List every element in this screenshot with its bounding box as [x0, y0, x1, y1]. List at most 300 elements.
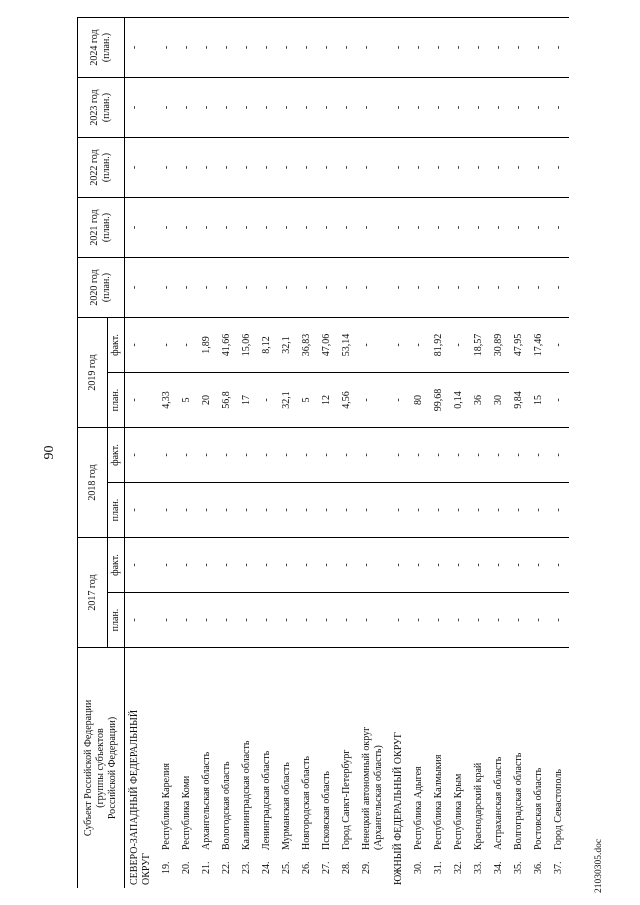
cell-2024-plan: - — [157, 17, 177, 78]
subject-name-line: Ненецкий автономный округ — [361, 726, 372, 850]
row-number: 25. — [281, 861, 292, 874]
table-row — [529, 17, 549, 888]
cell-2022-plan: - — [177, 138, 197, 198]
cell-2018-fact: - — [317, 428, 337, 483]
district-name — [393, 732, 409, 885]
cell-2017-plan: - — [389, 593, 409, 648]
cell-2017-fact: - — [217, 538, 237, 593]
row-number: 26. — [301, 861, 312, 874]
plan-subheader-2018: план. — [110, 498, 121, 522]
subject-name — [433, 754, 449, 850]
cell-2017-plan: - — [197, 593, 217, 648]
cell-2023-plan: - — [337, 78, 357, 138]
table-row — [409, 17, 429, 888]
cell-2019-fact: - — [389, 318, 409, 373]
data-table — [77, 17, 569, 888]
cell-2019-fact: 1,89 — [197, 318, 217, 373]
year-note: (план.) — [101, 212, 112, 243]
year-label: 2020 год — [89, 269, 100, 306]
cell-2019-plan: 80 — [409, 373, 429, 428]
row-number: 33. — [473, 861, 484, 874]
cell-2017-fact: - — [177, 538, 197, 593]
cell-2022-plan: - — [217, 138, 237, 198]
table-row — [277, 17, 297, 888]
cell-2023-plan: - — [277, 78, 297, 138]
cell-2021-plan: - — [257, 198, 277, 258]
row-number: 30. — [413, 861, 424, 874]
cell-2022-plan: - — [409, 138, 429, 198]
cell-2024-plan: - — [429, 17, 449, 78]
cell-2017-plan: - — [277, 593, 297, 648]
cell-2019-fact: - — [177, 318, 197, 373]
table-row — [297, 17, 317, 888]
cell-2017-fact: - — [257, 538, 277, 593]
cell-2018-fact: - — [297, 428, 317, 483]
cell-2024-plan: - — [469, 17, 489, 78]
cell-2017-plan: - — [337, 593, 357, 648]
cell-2018-plan: - — [277, 483, 297, 538]
cell-2018-plan: - — [429, 483, 449, 538]
cell-2024-plan: - — [277, 17, 297, 78]
subject-name-line: Город Санкт-Петербург — [341, 749, 352, 850]
table-body — [125, 17, 569, 888]
cell-2017-fact: - — [549, 538, 569, 593]
cell-2018-fact: - — [217, 428, 237, 483]
table-header — [77, 17, 125, 888]
subject-name-line: Краснодарский край — [473, 762, 484, 850]
cell-2017-fact: - — [409, 538, 429, 593]
cell-2017-fact: - — [529, 538, 549, 593]
cell-2021-plan: - — [125, 198, 157, 258]
cell-2018-plan: - — [125, 483, 157, 538]
cell-2018-plan: - — [197, 483, 217, 538]
cell-2023-plan: - — [177, 78, 197, 138]
cell-2018-plan: - — [177, 483, 197, 538]
cell-2021-plan: - — [177, 198, 197, 258]
cell-2018-fact: - — [257, 428, 277, 483]
subject-name — [221, 761, 237, 850]
district-cell — [389, 648, 409, 888]
year-group-2017 — [78, 538, 124, 648]
cell-2019-plan: - — [357, 373, 389, 428]
cell-2020-plan: - — [357, 258, 389, 318]
cell-2018-fact: - — [277, 428, 297, 483]
cell-2024-plan: - — [217, 17, 237, 78]
year-note: (план.) — [101, 92, 112, 123]
cell-2022-plan: - — [157, 138, 177, 198]
cell-2017-fact: - — [237, 538, 257, 593]
cell-2023-plan: - — [217, 78, 237, 138]
cell-2020-plan: - — [529, 258, 549, 318]
district-row — [389, 17, 409, 888]
cell-2023-plan: - — [197, 78, 217, 138]
district-name-line: ЮЖНЫЙ ФЕДЕРАЛЬНЫЙ ОКРУГ — [393, 732, 404, 885]
cell-2017-fact: - — [297, 538, 317, 593]
subject-cell — [337, 648, 357, 888]
cell-2017-plan: - — [217, 593, 237, 648]
year-label: 2023 год — [89, 89, 100, 126]
cell-2020-plan: - — [317, 258, 337, 318]
cell-2023-plan: - — [509, 78, 529, 138]
cell-2019-fact: 17,46 — [529, 318, 549, 373]
cell-2017-plan: - — [357, 593, 389, 648]
fact-subheader-2017: факт. — [108, 538, 124, 593]
cell-2019-plan: 15 — [529, 373, 549, 428]
subheader-row-2019 — [108, 318, 124, 427]
cell-2017-plan: - — [177, 593, 197, 648]
cell-2017-fact: - — [489, 538, 509, 593]
cell-2022-plan: - — [197, 138, 217, 198]
cell-2017-plan: - — [429, 593, 449, 648]
cell-2021-plan: - — [357, 198, 389, 258]
table-row — [357, 17, 389, 888]
cell-2021-plan: - — [389, 198, 409, 258]
row-number: 37. — [553, 861, 564, 874]
cell-2023-plan: - — [469, 78, 489, 138]
cell-2017-plan: - — [469, 593, 489, 648]
subject-cell — [177, 648, 197, 888]
subject-name-line: Республика Адыгея — [413, 766, 424, 850]
cell-2017-plan: - — [125, 593, 157, 648]
year-header-2018: 2018 год — [78, 428, 108, 537]
year-label: 2024 год — [89, 29, 100, 66]
cell-2019-fact: 53,14 — [337, 318, 357, 373]
cell-2020-plan: - — [489, 258, 509, 318]
cell-2019-fact: 41,66 — [217, 318, 237, 373]
subject-column-header — [78, 648, 124, 888]
subject-cell — [429, 648, 449, 888]
cell-2021-plan: - — [237, 198, 257, 258]
cell-2023-plan: - — [409, 78, 429, 138]
cell-2019-plan: 32,1 — [277, 373, 297, 428]
cell-2022-plan: - — [549, 138, 569, 198]
cell-2021-plan: - — [529, 198, 549, 258]
row-number: 22. — [221, 861, 232, 874]
subheader-row-2017 — [108, 538, 124, 647]
subject-name — [453, 774, 469, 850]
cell-2019-fact: 47,95 — [509, 318, 529, 373]
plan-subheader-2019: план. — [110, 388, 121, 412]
subject-cell — [237, 648, 257, 888]
cell-2017-fact: - — [429, 538, 449, 593]
subject-name — [413, 766, 429, 850]
year-note: (план.) — [101, 32, 112, 63]
subject-name-line: Республика Калмыкия — [433, 754, 444, 850]
cell-2023-plan: - — [237, 78, 257, 138]
year-note: (план.) — [101, 152, 112, 183]
cell-2019-plan: 0,14 — [449, 373, 469, 428]
cell-2018-fact: - — [469, 428, 489, 483]
cell-2018-fact: - — [237, 428, 257, 483]
cell-2019-fact: - — [157, 318, 177, 373]
cell-2022-plan: - — [469, 138, 489, 198]
cell-2019-fact: - — [549, 318, 569, 373]
subject-name-line: Республика Крым — [453, 773, 464, 850]
year-header-2020 — [78, 258, 124, 318]
cell-2018-fact: - — [197, 428, 217, 483]
cell-2019-plan: 5 — [177, 373, 197, 428]
cell-2018-plan: - — [469, 483, 489, 538]
cell-2024-plan: - — [389, 17, 409, 78]
cell-2023-plan: - — [549, 78, 569, 138]
cell-2022-plan: - — [429, 138, 449, 198]
cell-2018-plan: - — [317, 483, 337, 538]
table-row — [237, 17, 257, 888]
cell-2024-plan: - — [449, 17, 469, 78]
cell-2017-plan: - — [157, 593, 177, 648]
cell-2024-plan: - — [197, 17, 217, 78]
subject-cell — [197, 648, 217, 888]
year-header-2019: 2019 год — [78, 318, 108, 427]
row-number: 34. — [493, 861, 504, 874]
subject-cell — [277, 648, 297, 888]
cell-2023-plan: - — [317, 78, 337, 138]
cell-2019-plan: 20 — [197, 373, 217, 428]
year-note: (план.) — [101, 272, 112, 303]
cell-2022-plan: - — [489, 138, 509, 198]
cell-2021-plan: - — [157, 198, 177, 258]
subject-name — [161, 763, 177, 850]
cell-2018-fact: - — [429, 428, 449, 483]
cell-2018-fact: - — [529, 428, 549, 483]
cell-2021-plan: - — [317, 198, 337, 258]
row-number: 29. — [361, 861, 372, 874]
cell-2020-plan: - — [449, 258, 469, 318]
subject-cell — [317, 648, 337, 888]
cell-2017-fact: - — [157, 538, 177, 593]
cell-2018-plan: - — [157, 483, 177, 538]
year-label: 2022 год — [89, 149, 100, 186]
cell-2019-plan: - — [257, 373, 277, 428]
cell-2024-plan: - — [177, 17, 197, 78]
cell-2022-plan: - — [509, 138, 529, 198]
cell-2017-plan: - — [449, 593, 469, 648]
cell-2019-plan: 30 — [489, 373, 509, 428]
cell-2017-fact: - — [357, 538, 389, 593]
cell-2021-plan: - — [409, 198, 429, 258]
year-header-2017: 2017 год — [78, 538, 108, 647]
page-number: 90 — [42, 445, 57, 460]
cell-2023-plan: - — [489, 78, 509, 138]
cell-2018-fact: - — [509, 428, 529, 483]
cell-2018-plan: - — [529, 483, 549, 538]
row-number: 24. — [261, 861, 272, 874]
cell-2018-fact: - — [409, 428, 429, 483]
cell-2022-plan: - — [277, 138, 297, 198]
cell-2019-fact: - — [125, 318, 157, 373]
subject-name — [493, 757, 509, 850]
row-number: 32. — [453, 861, 464, 874]
subject-name — [181, 776, 197, 850]
cell-2018-plan: - — [217, 483, 237, 538]
cell-2018-plan: - — [389, 483, 409, 538]
cell-2021-plan: - — [449, 198, 469, 258]
cell-2019-plan: 12 — [317, 373, 337, 428]
table-row — [469, 17, 489, 888]
district-name — [129, 710, 157, 885]
subject-name — [321, 771, 337, 850]
subject-name-line: Вологодская область — [221, 761, 232, 850]
cell-2019-fact: 30,89 — [489, 318, 509, 373]
year-header-2021 — [78, 198, 124, 258]
cell-2019-fact: - — [357, 318, 389, 373]
cell-2021-plan: - — [197, 198, 217, 258]
cell-2019-fact: 8,12 — [257, 318, 277, 373]
cell-2018-fact: - — [449, 428, 469, 483]
subject-name-line: Архангельская область — [201, 751, 212, 850]
cell-2022-plan: - — [257, 138, 277, 198]
cell-2017-plan: - — [257, 593, 277, 648]
cell-2019-fact: 15,06 — [237, 318, 257, 373]
cell-2019-plan: 56,8 — [217, 373, 237, 428]
cell-2021-plan: - — [549, 198, 569, 258]
cell-2022-plan: - — [317, 138, 337, 198]
cell-2018-plan: - — [449, 483, 469, 538]
subject-header-line: Российской Федерации) — [107, 716, 118, 820]
cell-2018-plan: - — [489, 483, 509, 538]
cell-2017-fact: - — [277, 538, 297, 593]
cell-2022-plan: - — [337, 138, 357, 198]
cell-2018-fact: - — [489, 428, 509, 483]
cell-2020-plan: - — [549, 258, 569, 318]
cell-2020-plan: - — [429, 258, 449, 318]
subject-cell — [549, 648, 569, 888]
cell-2023-plan: - — [389, 78, 409, 138]
cell-2021-plan: - — [429, 198, 449, 258]
cell-2024-plan: - — [297, 17, 317, 78]
cell-2023-plan: - — [257, 78, 277, 138]
table-row — [197, 17, 217, 888]
cell-2020-plan: - — [257, 258, 277, 318]
cell-2020-plan: - — [125, 258, 157, 318]
cell-2021-plan: - — [469, 198, 489, 258]
cell-2017-fact: - — [197, 538, 217, 593]
row-number: 27. — [321, 861, 332, 874]
table-row — [509, 17, 529, 888]
cell-2018-fact: - — [177, 428, 197, 483]
cell-2020-plan: - — [237, 258, 257, 318]
table-row — [257, 17, 277, 888]
cell-2023-plan: - — [449, 78, 469, 138]
cell-2023-plan: - — [297, 78, 317, 138]
cell-2017-plan: - — [237, 593, 257, 648]
row-number: 20. — [181, 861, 192, 874]
cell-2017-plan: - — [409, 593, 429, 648]
cell-2021-plan: - — [509, 198, 529, 258]
cell-2023-plan: - — [125, 78, 157, 138]
cell-2024-plan: - — [409, 17, 429, 78]
subject-cell — [469, 648, 489, 888]
year-header-2022 — [78, 138, 124, 198]
year-header-2023 — [78, 78, 124, 138]
subject-name-line: Ленинградская область — [261, 750, 272, 850]
subject-name — [473, 763, 489, 850]
cell-2019-fact: 18,57 — [469, 318, 489, 373]
cell-2021-plan: - — [217, 198, 237, 258]
cell-2023-plan: - — [357, 78, 389, 138]
cell-2021-plan: - — [489, 198, 509, 258]
cell-2024-plan: - — [509, 17, 529, 78]
cell-2024-plan: - — [237, 17, 257, 78]
subject-name — [553, 769, 569, 850]
plan-subheader-2017: план. — [110, 608, 121, 632]
cell-2017-plan: - — [549, 593, 569, 648]
cell-2017-plan: - — [297, 593, 317, 648]
cell-2018-plan: - — [257, 483, 277, 538]
subject-name — [201, 752, 217, 850]
subject-name — [341, 750, 357, 850]
subject-name-line: Ростовская область — [533, 767, 544, 850]
cell-2019-fact: - — [409, 318, 429, 373]
cell-2021-plan: - — [337, 198, 357, 258]
table-row — [217, 17, 237, 888]
subject-name-line: Мурманская область — [281, 762, 292, 850]
subject-header-line: Субъект Российской Федерации — [83, 699, 94, 837]
cell-2020-plan: - — [177, 258, 197, 318]
table-row — [177, 17, 197, 888]
subject-name-line: Республика Коми — [181, 775, 192, 850]
subject-cell — [297, 648, 317, 888]
year-label: 2021 год — [89, 209, 100, 246]
cell-2017-fact: - — [469, 538, 489, 593]
subject-name-line: Республика Карелия — [161, 763, 172, 850]
year-group-2018 — [78, 428, 124, 538]
table-row — [429, 17, 449, 888]
cell-2018-fact: - — [549, 428, 569, 483]
cell-2024-plan: - — [125, 17, 157, 78]
cell-2021-plan: - — [277, 198, 297, 258]
year-group-2019 — [78, 318, 124, 428]
subject-name — [241, 741, 257, 850]
cell-2024-plan: - — [357, 17, 389, 78]
cell-2018-plan: - — [409, 483, 429, 538]
cell-2018-plan: - — [297, 483, 317, 538]
subject-cell — [357, 648, 389, 888]
subject-cell — [509, 648, 529, 888]
subject-cell — [217, 648, 237, 888]
cell-2017-fact: - — [509, 538, 529, 593]
table-row — [317, 17, 337, 888]
cell-2022-plan: - — [357, 138, 389, 198]
row-number: 23. — [241, 861, 252, 874]
subject-cell — [449, 648, 469, 888]
row-number: 36. — [533, 861, 544, 874]
fact-subheader-2018: факт. — [108, 428, 124, 483]
cell-2017-fact: - — [389, 538, 409, 593]
subject-name-line: Город Севастополь — [553, 769, 564, 850]
cell-2024-plan: - — [489, 17, 509, 78]
cell-2021-plan: - — [297, 198, 317, 258]
row-number: 35. — [513, 861, 524, 874]
table-row — [337, 17, 357, 888]
cell-2024-plan: - — [337, 17, 357, 78]
cell-2020-plan: - — [197, 258, 217, 318]
subject-cell — [257, 648, 277, 888]
cell-2017-plan: - — [529, 593, 549, 648]
subject-name-line: Астраханская область — [493, 756, 504, 850]
cell-2023-plan: - — [429, 78, 449, 138]
subject-cell — [489, 648, 509, 888]
cell-2019-plan: - — [549, 373, 569, 428]
cell-2024-plan: - — [549, 17, 569, 78]
subheader-row-2018 — [108, 428, 124, 537]
table-row — [157, 17, 177, 888]
table-row — [489, 17, 509, 888]
cell-2019-plan: 36 — [469, 373, 489, 428]
subject-name — [513, 753, 529, 850]
row-number: 31. — [433, 861, 444, 874]
cell-2017-fact: - — [449, 538, 469, 593]
